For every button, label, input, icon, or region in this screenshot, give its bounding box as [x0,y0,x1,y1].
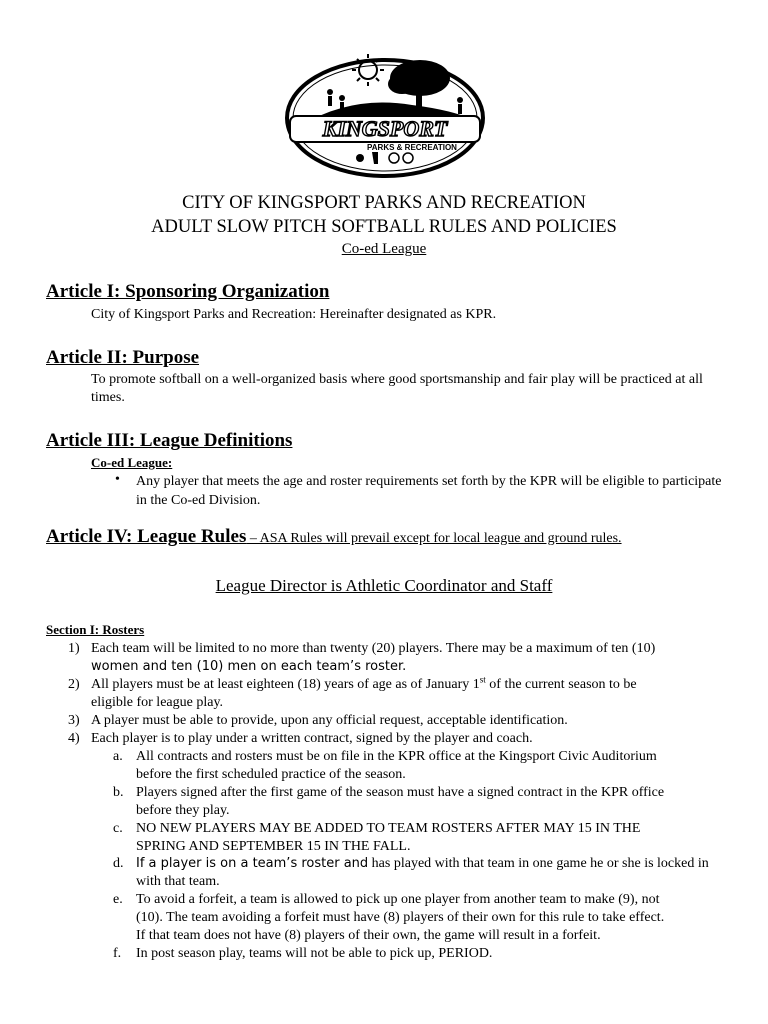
roster-subitem-e [136,891,736,945]
article-1-text: City of Kingsport Parks and Recreation: Hereinafter designated as KPR. [91,307,497,322]
roster-item-4: Each player is to play under a written contract, signed by the player and coach. [91,731,533,746]
article-2-text: To promote softball on a well-organized basis where good sportsmanship and fair play will be practiced at all times. [91,372,703,405]
subitem-b-line-1: Players signed after the first game of the season must have a signed contract in the KPR office [136,785,665,800]
subitem-e-line-3: If that team does not have (8) players of their own, the game will result in a forfeit. [136,928,601,943]
subitem-a-line-1: All contracts and rosters must be on file in the KPR office at the Kingsport Civic Auditorium [136,749,657,764]
article-3-heading: Article III: League Definitions [46,430,293,451]
superscript-st: st [479,674,486,685]
roster-subitem-c [136,820,736,856]
title-line-1: CITY OF KINGSPORT PARKS AND RECREATION [182,193,586,213]
league-director: League Director is Athletic Coordinator and Staff [215,576,553,595]
roster-item-3: A player must be able to provide, upon any official request, acceptable identification. [91,713,568,728]
subitem-e-line-2: (10). The team avoiding a forfeit must have (8) players of their own for this rule to take effect. [136,910,665,925]
roster-item-2 [91,676,731,712]
article-2-heading: Article II: Purpose [46,347,200,368]
roster-subitem-a [136,748,736,784]
title-subtitle: Co-ed League [341,241,427,257]
subitem-b-line-2: before they play. [136,803,230,818]
subitem-d-line-2: with that team. [136,874,220,889]
subitem-e-line-1: To avoid a forfeit, a team is allowed to pick up one player from another team to make (9), not [136,892,660,907]
bullet-icon: • [115,472,120,487]
sub-item-letter: a. [113,749,123,764]
sub-item-letter: e. [113,892,123,907]
coed-league-bullet: Any player that meets the age and roster requirements set forth by the KPR will be eligible to participate in the Co-ed Division. [136,474,722,508]
subitem-c-line-2: SPRING AND SEPTEMBER 15 IN THE FALL. [136,839,411,854]
article-1-heading: Article I: Sponsoring Organization [46,281,330,302]
item-number: 1) [68,641,80,656]
logo-tagline: PARKS & RECREATION [367,143,457,152]
coed-league-subhead: Co-ed League: [91,455,173,470]
activity-icons [356,152,413,164]
document-title [0,191,768,259]
sub-item-letter: b. [113,785,124,800]
sub-item-letter: c. [113,821,123,836]
item-number: 3) [68,713,80,728]
roster-item-2-line-a: All players must be at least eighteen (18) years of age as of January 1 [91,677,480,692]
roster-subitem-f: In post season play, teams will not be able to pick up, PERIOD. [136,946,493,961]
roster-item-1-line-a: Each team will be limited to no more than twenty (20) players. There may be a maximum of ten (10) [91,641,656,656]
title-line-2: ADULT SLOW PITCH SOFTBALL RULES AND POLICIES [151,217,617,237]
article-4-title: Article IV: League Rules [46,526,247,547]
article-4-heading [46,526,622,548]
sub-item-letter: f. [113,946,122,961]
roster-item-1 [91,640,731,676]
roster-item-2-line-a2: of the current season to be [485,677,637,692]
roster-subitem-b [136,784,736,820]
logo-wordmark: KINGSPORT [322,116,448,141]
roster-subitem-d [136,855,736,891]
roster-item-2-line-b: eligible for league play. [91,695,224,710]
item-number: 2) [68,677,80,692]
sub-item-letter: d. [113,856,124,871]
subitem-c-line-1: NO NEW PLAYERS MAY BE ADDED TO TEAM ROSTERS AFTER MAY 15 IN THE [136,821,641,836]
section-1-heading: Section I: Rosters [46,622,145,637]
subitem-d-line-1-sans: If a player is on a team’s roster and [136,856,369,871]
subitem-d-line-1-serif: has played with that team in one game he or she is locked in [368,856,709,871]
item-number: 4) [68,731,80,746]
article-4-inline: – ASA Rules will prevail except for local league and ground rules. [246,531,622,546]
subitem-a-line-2: before the first scheduled practice of the season. [136,767,406,782]
roster-item-1-line-b: women and ten (10) men on each team’s roster. [91,659,407,674]
kingsport-logo [282,50,488,180]
